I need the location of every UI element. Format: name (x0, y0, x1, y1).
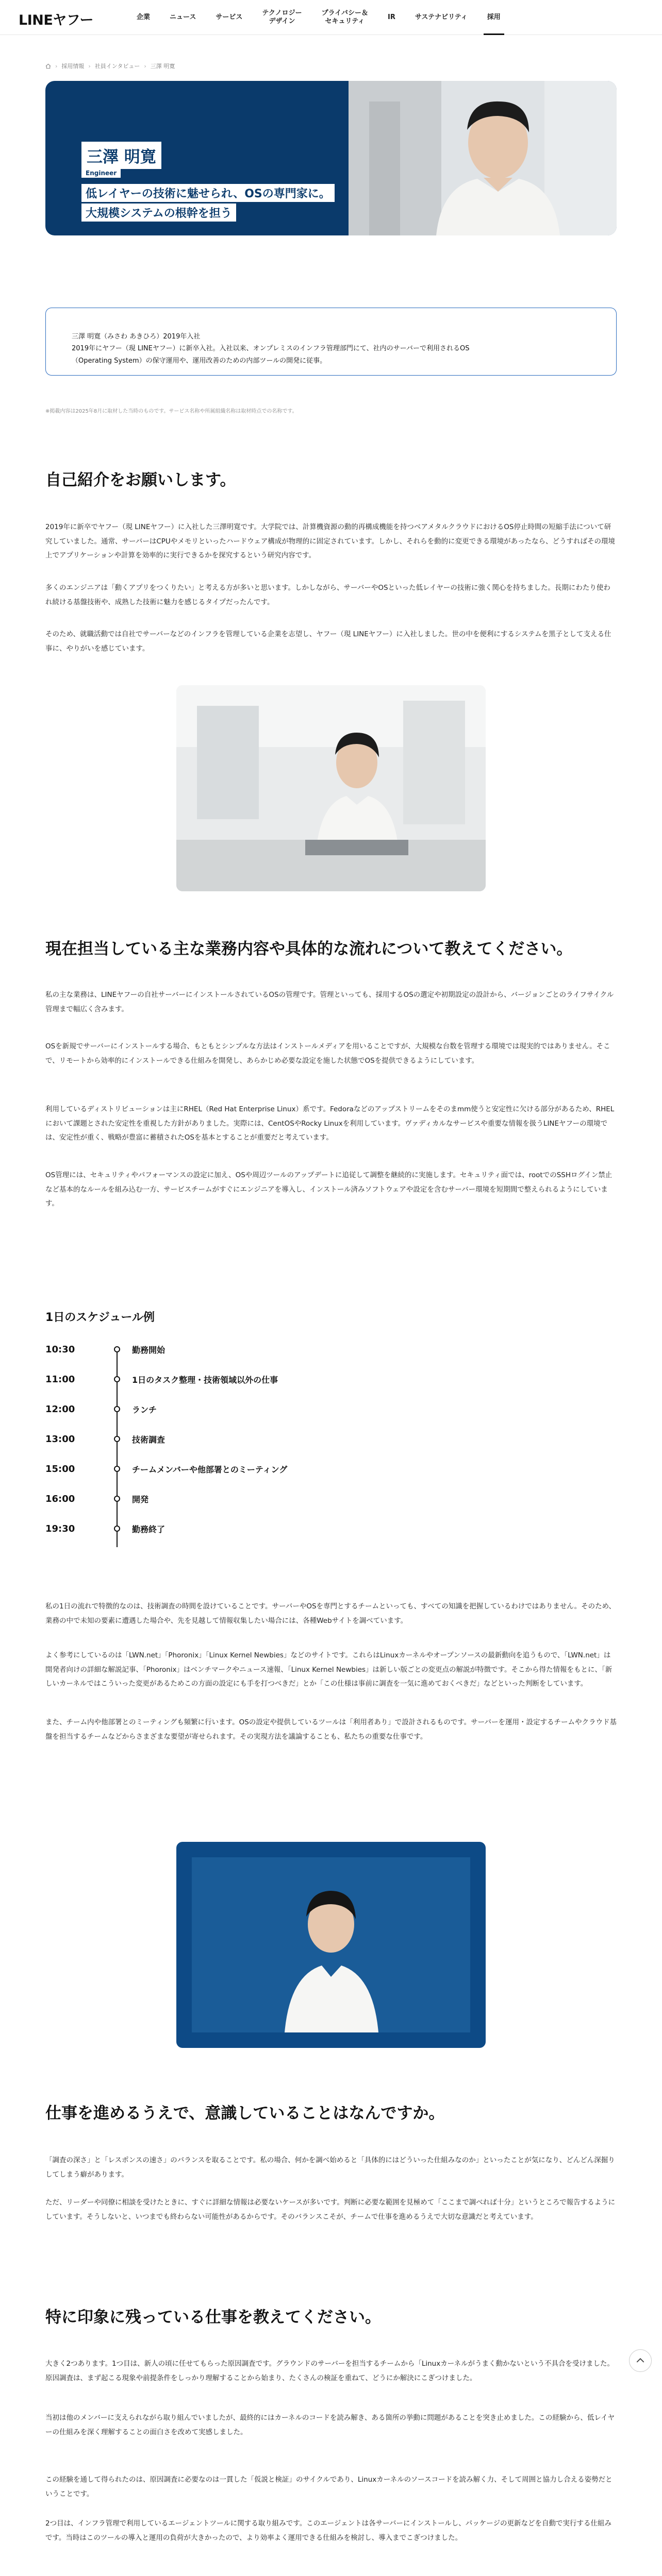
profile-name-line: 三澤 明寛（みさわ あきひろ）2019年入社 (72, 333, 201, 341)
nav-item-company[interactable]: 企業 (137, 13, 151, 21)
schedule-time: 15:00 (45, 1463, 75, 1475)
nav-item-services[interactable]: サービス (216, 13, 243, 21)
paragraph: この経験を通して得られたのは、原因調査に必要なのは一貫した「仮説と検証」のサイクルであり、Linuxカーネルのソースコードを読み解く力、そして周囲と協力し合える姿勢だということです。 (45, 2476, 613, 2498)
interview-note: ※掲載内容は2025年8月に取材した当時のものです。サービス名称や所属組織名称は取材時点での名称です。 (45, 409, 297, 414)
timeline-dot (114, 1346, 120, 1352)
schedule-item (45, 1494, 355, 1504)
interview-photo (176, 685, 486, 891)
scroll-to-top-button[interactable] (629, 2349, 652, 2372)
nav-item-news[interactable]: ニュース (170, 13, 196, 21)
schedule-time: 10:30 (45, 1344, 75, 1355)
paragraph: OSを新規でサーバーにインストールする場合、もともとシンプルな方法はインストールメディアを用いることですが、大規模な台数を管理する環境では現実的ではありません。そこで、リモートから効率的にインストールできる仕組みを開発し、あらかじめ必要な設定を施した状態でOSを提供できるようにしています。 (45, 1042, 610, 1065)
chevron-right-icon: › (55, 62, 58, 70)
paragraph: 私の1日の流れで特徴的なのは、技術調査の時間を設けていることです。サーバーやOSを専門とするチームといっても、すべての知識を把握しているわけではありません。そのため、業務の中で未知の要素に遭遇した場合や、先を見越して情報収集したい場合には、各種Webサイトを調べています。 (45, 1602, 616, 1625)
breadcrumb (45, 62, 175, 70)
global-nav (127, 0, 510, 35)
home-icon[interactable] (45, 63, 51, 69)
paragraph: 私の主な業務は、LINEヤフーの自社サーバーにインストールされているOSの管理です。管理といっても、採用するOSの選定や初期設定の設計から、バージョンごとのライフサイクル管理まで幅広く含みます。 (45, 991, 614, 1013)
hero-role: Engineer (81, 168, 121, 178)
nav-item-technology[interactable]: テクノロジー デザイン (262, 9, 302, 25)
schedule-time: 12:00 (45, 1403, 75, 1415)
schedule-task: ランチ (132, 1404, 157, 1415)
timeline-dot (114, 1496, 120, 1502)
schedule-time: 11:00 (45, 1374, 75, 1385)
schedule-item (45, 1344, 355, 1354)
section-heading: 現在担当している主な業務内容や具体的な流れについて教えてください。 (45, 940, 573, 958)
paragraph: 2つ目は、インフラ管理で利用しているエージェントツールに関する取り組みです。このエージェントは各サーバーにインストールし、パッケージの更新などを自動で実行する仕組みです。当時はこのツールの導入と運用の負荷が大きかったので、より効率よく運用できる仕組みを検討し、導入までこぎつけました。 (45, 2519, 612, 2542)
paragraph: 多くのエンジニアは「動くアプリをつくりたい」と考える方が多いと思います。しかしながら、サーバーやOSといった低レイヤーの技術に強く関心を持ちました。長期にわたり使われ続ける基盤技術や、成熟した技術に魅力を感じるタイプだったんです。 (45, 584, 610, 606)
paragraph: そのため、就職活動では自社でサーバーなどのインフラを管理している企業を志望し、ヤフー（現 LINEヤフー）に入社しました。世の中を便利にするシステムを黒子として支える仕事に、やりがいを感じています。 (45, 630, 611, 653)
breadcrumb-current: 三澤 明寛 (150, 63, 175, 70)
hero-portrait-photo (349, 81, 617, 235)
profile-description: （Operating System）の保守運用や、運用改善のための内部ツールの開発に従事。 (72, 357, 327, 365)
paragraph: 大きく2つあります。1つ目は、新人の頃に任せてもらった原因調査です。グラウンドのサーバーを担当するチームから「Linuxカーネルがうまく動かないという不具合を受けました。原因調査は、まず起こる現象や前提条件をしっかり理解することから始まり、たくさんの検証を重ねて、どうにか解決にこぎつけました。 (45, 2360, 615, 2382)
site-logo[interactable]: LINEヤフー (19, 12, 93, 28)
schedule-task: 開発 (132, 1494, 149, 1504)
paragraph: 「調査の深さ」と「レスポンスの速さ」のバランスを取ることです。私の場合、何かを調べ始めると「具体的にはどういった仕組みなのか」といったことが気になり、どんどん深掘りしてしまう癖があります。 (45, 2156, 615, 2179)
paragraph: よく参考にしているのは「LWN.net」「Phoronix」「Linux Kernel Newbies」などのサイトです。これらはLinuxカーネルやオープンソースの最新動向を追うもので、「LWN.net」は開発者向けの詳細な解説記事、「Phoronix」はベンチマークやニュース速報、「Linux Kernel Newbies」は新しい版ごとの変更点の解説が特徴です。そこから得た情報をもとに、「新しいカーネルではこういった変更があるためこの方面の設定にも手を打つべきだ」とか「この仕様は事前に調査を一気に進めておくべきだ」などといった判断をしています。 (45, 1651, 613, 1688)
timeline-dot (114, 1406, 120, 1412)
daily-schedule (45, 1340, 355, 1546)
schedule-task: チームメンバーや他部署とのミーティング (132, 1464, 288, 1475)
nav-item-careers[interactable]: 採用 (477, 0, 510, 35)
schedule-task: 1日のタスク整理・技術領域以外の仕事 (132, 1375, 278, 1385)
hero-catch-line: 低レイヤーの技術に魅せられ、OSの専門家に。 (81, 184, 335, 202)
profile-card (45, 308, 617, 376)
nav-item-sustainability[interactable]: サステナビリティ (415, 13, 468, 21)
schedule-task: 勤務開始 (132, 1345, 166, 1355)
breadcrumb-careers[interactable]: 採用情報 (61, 63, 85, 70)
hero-name: 三澤 明寛 (81, 142, 161, 169)
profile-description: 2019年にヤフー（現 LINEヤフー）に新卒入社。入社以来、オンプレミスのインフラ管理部門にて、社内のサーバーで利用されるOS (72, 345, 470, 353)
nav-item-privacy[interactable]: プライバシー＆ セキュリティ (321, 9, 368, 25)
paragraph: OS管理には、セキュリティやパフォーマンスの設定に加え、OSや周辺ツールのアップデートに追従して調整を継続的に実施します。セキュリティ面では、rootでのSSHログイン禁止など基本的なルールを組み込む一方、サービスチームがすぐにエンジニアを導入し、インストール済みソフトウェアや設定を含むサーバー環境を短期間で整えられるようにしています。 (45, 1171, 613, 1208)
hero-catch-line: 大規模システムの根幹を担う (81, 204, 236, 222)
paragraph: ただ、リーダーや同僚に相談を受けたときに、すぐに詳細な情報は必要ないケースが多いです。判断に必要な範囲を見極めて「ここまで調べれば十分」というところで報告するようにしています。そうしないと、いつまでも終わらない可能性があるからです。そのバランスこそが、チームで仕事を進めるうえで大切な意識だと考えています。 (45, 2198, 616, 2221)
interview-photo (176, 1842, 486, 2048)
site-header (0, 0, 662, 35)
timeline-dot (114, 1436, 120, 1442)
section-heading: 仕事を進めるうえで、意識していることはなんですか。 (45, 2104, 445, 2123)
hero-banner (45, 81, 617, 235)
paragraph: 2019年に新卒でヤフー（現 LINEヤフー）に入社した三澤明寛です。大学院では、計算機資源の動的再構成機能を持つベアメタルクラウドにおけるOS停止時間の短縮手法について研究していました。通常、サーバーはCPUやメモリといったハードウェア構成が物理的に固定されています。しかし、それらを動的に変更できる環境があったなら、どうすればその環境上でアプリケーションや計算を効率的に実行できるかを探究するという研究内容です。 (45, 523, 616, 560)
schedule-task: 勤務終了 (132, 1524, 166, 1534)
schedule-time: 19:30 (45, 1523, 75, 1534)
schedule-item (45, 1464, 355, 1474)
schedule-item (45, 1434, 355, 1444)
timeline-dot (114, 1376, 120, 1382)
section-heading: 自己紹介をお願いします。 (45, 471, 236, 489)
schedule-title: 1日のスケジュール例 (45, 1311, 155, 1324)
nav-item-ir[interactable]: IR (387, 13, 395, 21)
breadcrumb-interviews[interactable]: 社員インタビュー (94, 63, 140, 70)
schedule-item (45, 1404, 355, 1414)
paragraph: また、チーム内や他部署とのミーティングも頻繁に行います。OSの設定や提供しているツールは「利用者あり」で設計されるものです。サーバーを運用・設定するチームやクラウド基盤を担当するチームなどからさまざまな要望が寄せられます。その実現方法を議論することも、私たちの重要な仕事です。 (45, 1718, 617, 1741)
schedule-item (45, 1374, 355, 1384)
chevron-right-icon: › (88, 62, 91, 70)
schedule-time: 16:00 (45, 1493, 75, 1504)
schedule-task: 技術調査 (132, 1434, 166, 1445)
chevron-right-icon: › (144, 62, 146, 70)
timeline-dot (114, 1466, 120, 1472)
schedule-time: 13:00 (45, 1433, 75, 1445)
paragraph: 当初は他のメンバーに支えられながら取り組んでいましたが、最終的にはカーネルのコードを読み解き、ある箇所の挙動に問題があることを突き止めました。この経験から、低レイヤーの仕組みを深く理解することの面白さを改めて実感しました。 (45, 2414, 615, 2436)
schedule-item (45, 1523, 355, 1534)
section-heading: 特に印象に残っている仕事を教えてください。 (45, 2308, 381, 2327)
paragraph: 利用しているディストリビューションは主にRHEL（Red Hat Enterprise Linux）系です。Fedoraなどのアップストリームをそのまⅿⅿ使うと安定性に欠ける部分があるため、RHELにおいて課題とされた安定性を重視した方針がありました。実際には、CentOSやRocky Linuxを利用しています。ヴァディカルなサービスや重要な情報を扱うLINEヤフーの環境では、安定性が重く、戦略が豊富に蓄積されたOSを基本とすることが重要だと考えています。 (45, 1105, 615, 1142)
timeline-dot (114, 1526, 120, 1532)
hero-catchphrase (81, 184, 335, 223)
